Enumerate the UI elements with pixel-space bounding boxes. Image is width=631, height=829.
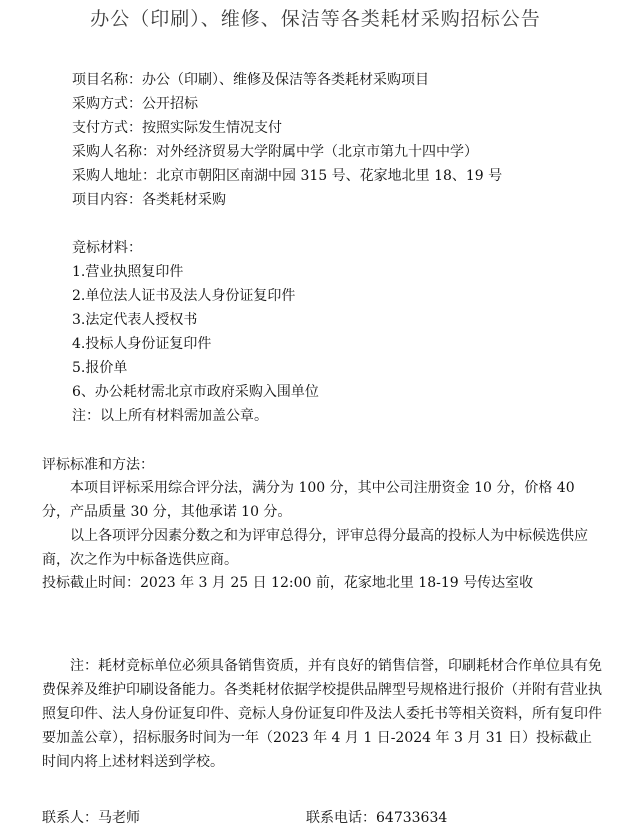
- list-item: 4.投标人身份证复印件: [72, 336, 212, 352]
- purchaser-name: 采购人名称：对外经济贸易大学附属中学（北京市第九十四中学）: [72, 144, 478, 160]
- project-name: 项目名称：办公（印刷）、维修及保洁等各类耗材采购项目: [72, 72, 429, 88]
- evaluation-paragraph-2: 以上各项评分因素分数之和为评审总得分，评审总得分最高的投标人为中标候选供应商，次之作为中标备选供应商。: [42, 528, 588, 568]
- list-item: 3.法定代表人授权书: [72, 312, 198, 328]
- materials-heading: 竞标材料：: [72, 240, 142, 256]
- list-item: 6、办公耗材需北京市政府采购入围单位: [72, 384, 319, 400]
- list-item: 2.单位法人证书及法人身份证复印件: [72, 288, 296, 304]
- project-content: 项目内容：各类耗材采购: [72, 192, 226, 208]
- contact-person: 联系人：马老师: [42, 810, 140, 826]
- list-item: 5.报价单: [72, 360, 128, 376]
- page-title: 办公（印刷）、维修、保洁等各类耗材采购招标公告: [90, 8, 541, 30]
- evaluation-heading: 评标标准和方法：: [42, 457, 154, 473]
- evaluation-paragraph-1: 本项目评标采用综合评分法，满分为 100 分，其中公司注册资金 10 分，价格 40 分，产品质量 30 分，其他承诺 10 分。: [42, 480, 575, 520]
- materials-note: 注：以上所有材料需加盖公章。: [72, 408, 268, 424]
- procurement-method: 采购方式：公开招标: [72, 96, 198, 112]
- bid-deadline: 投标截止时间：2023 年 3 月 25 日 12:00 前，花家地北里 18-19 号传达室收: [42, 575, 534, 591]
- contact-phone: 联系电话：64733634: [306, 810, 448, 826]
- supplier-note: 注：耗材竞标单位必须具备销售资质，并有良好的销售信誉，印刷耗材合作单位具有免费保养及维护印刷设备能力。各类耗材依据学校提供品牌型号规格进行报价（并附有营业执照复印件、法人身份证复印件、竞标人身份证复印件及法人委托书等相关资料，所有复印件要加盖公章），招标服务时间为一年（2023 年 4 月 1 日-2024 年 3 月 31 日）投标截止时间内将上述材料送到学校。: [42, 658, 602, 770]
- list-item: 1.营业执照复印件: [72, 264, 184, 280]
- purchaser-address: 采购人地址：北京市朝阳区南湖中园 315 号、花家地北里 18、19 号: [72, 168, 503, 184]
- payment-method: 支付方式：按照实际发生情况支付: [72, 120, 282, 136]
